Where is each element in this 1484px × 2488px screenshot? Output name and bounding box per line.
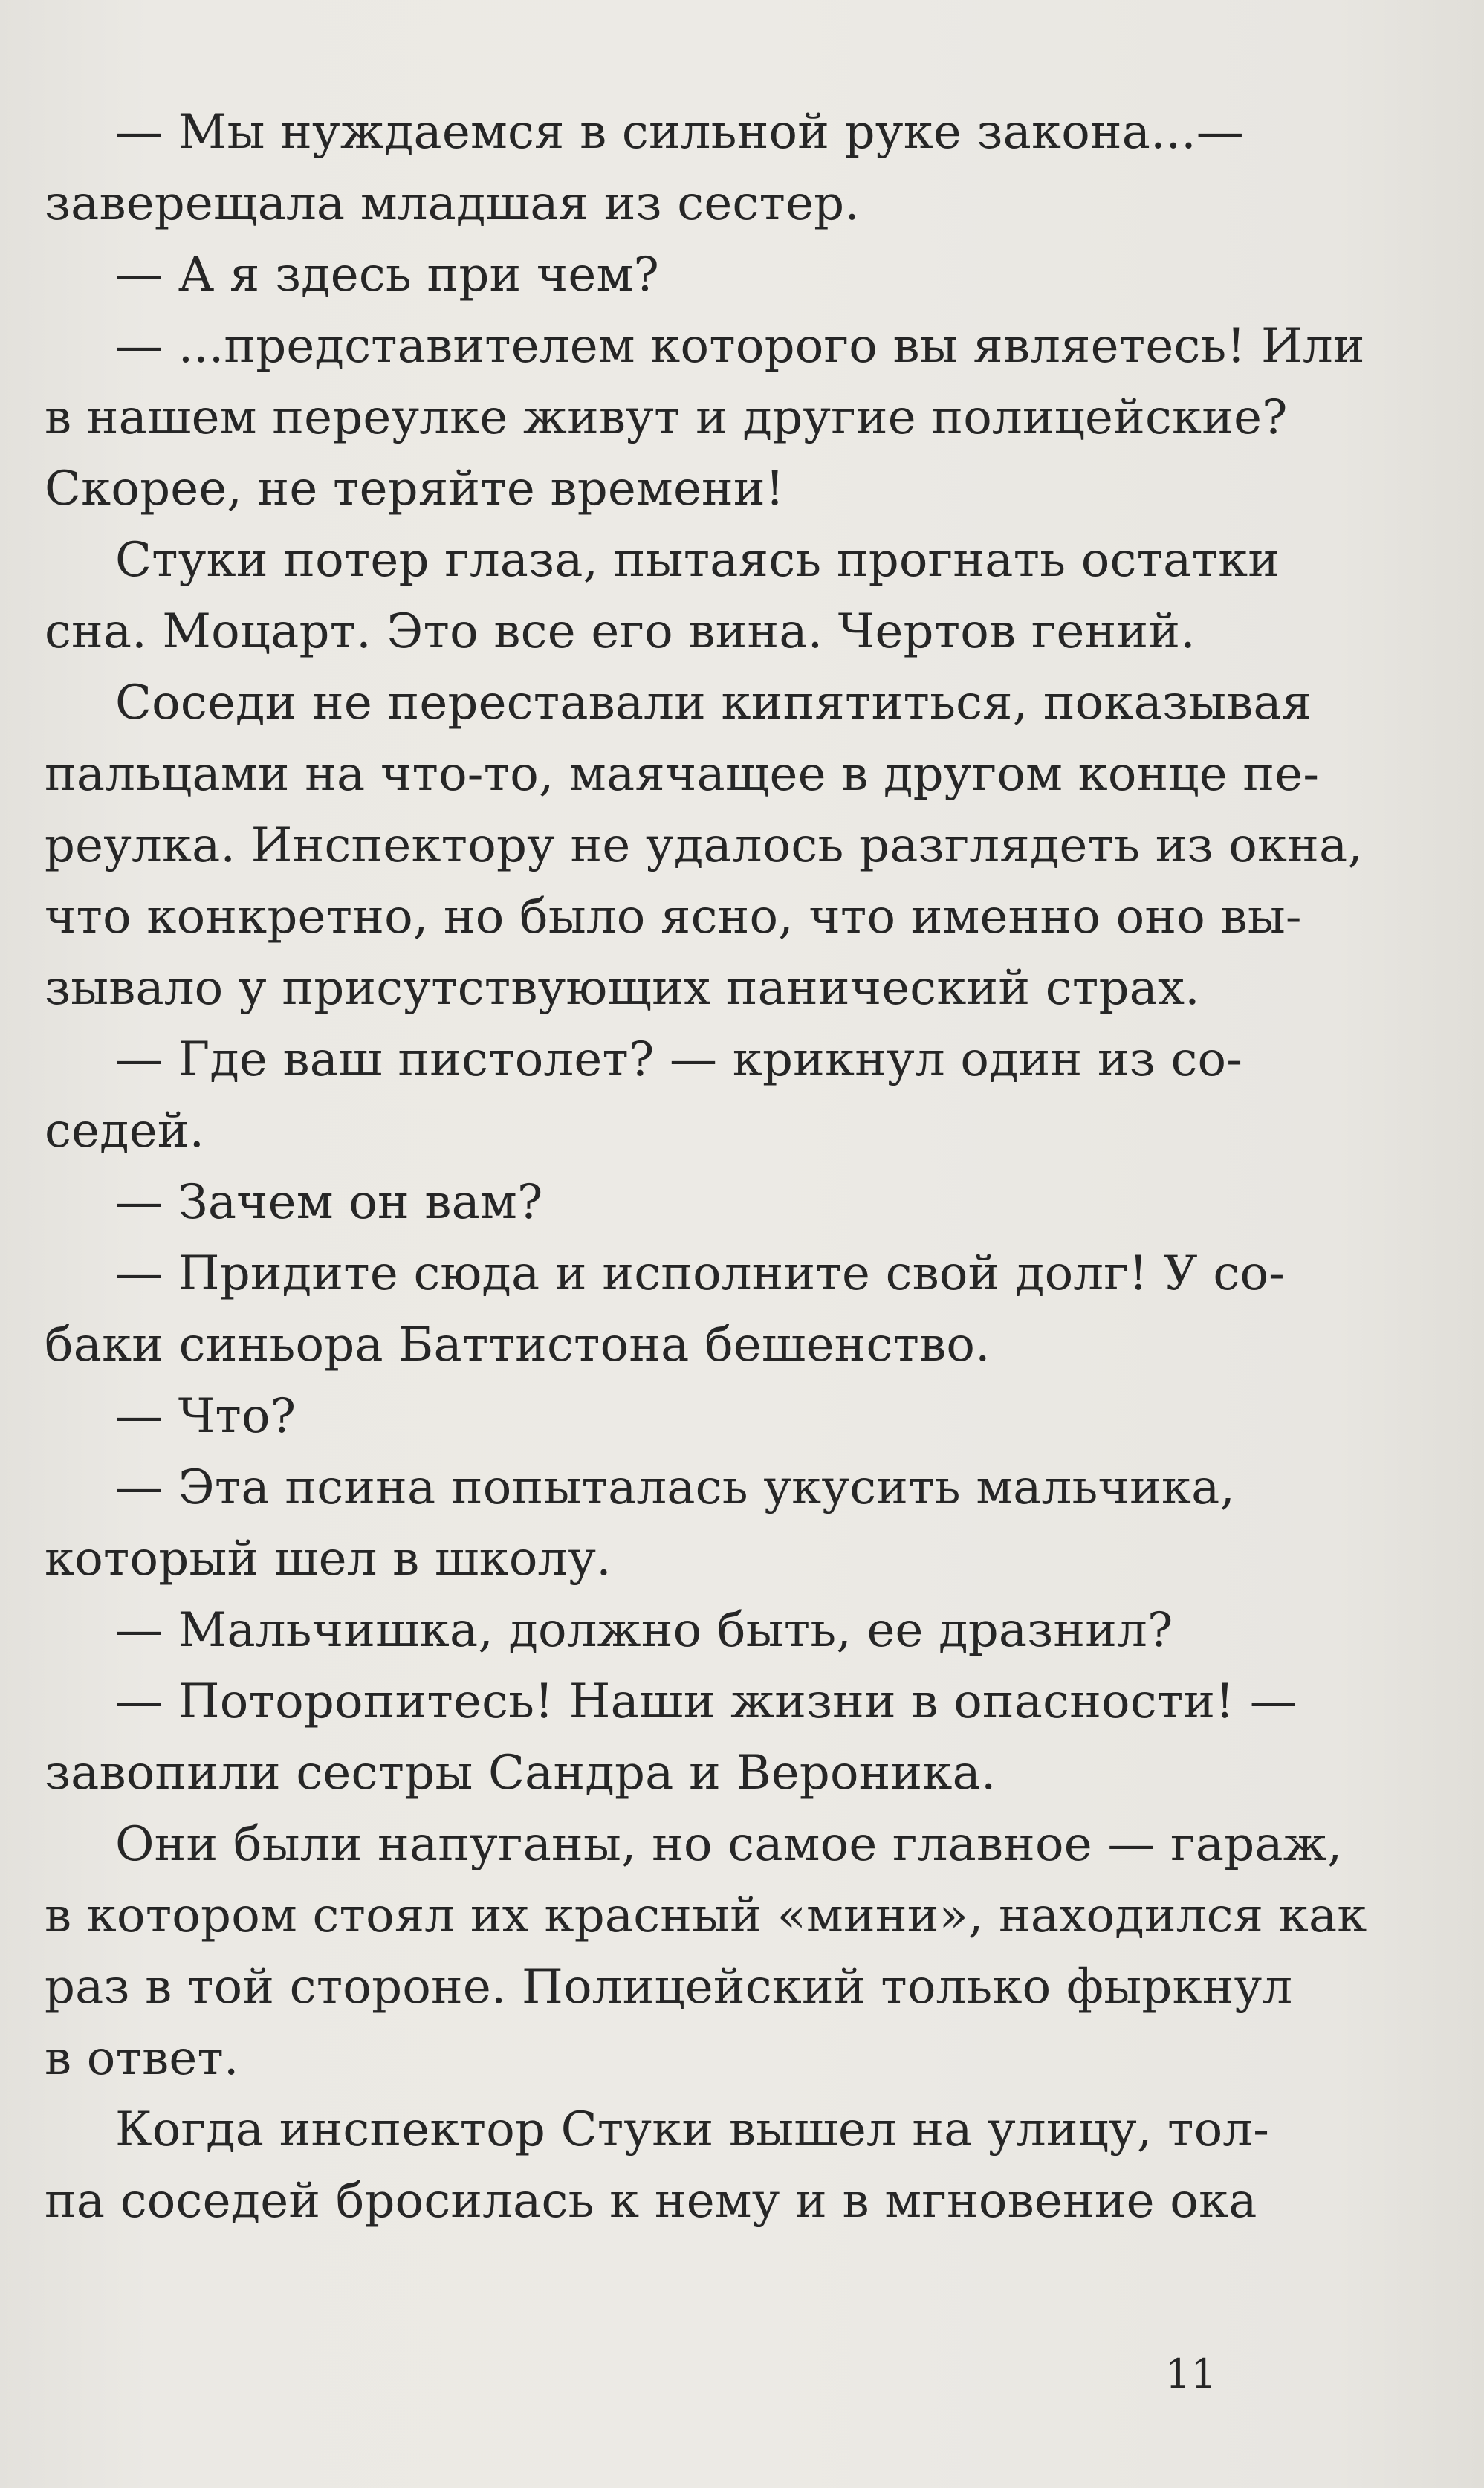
text-line: раз в той стороне. Полицейский только фыркнул	[45, 1960, 1293, 2015]
text-line: — А я здесь при чем?	[115, 247, 659, 302]
text-line: — Зачем он вам?	[115, 1175, 543, 1230]
text-line: — Мы нуждаемся в сильной руке закона...—	[115, 105, 1244, 160]
text-line: зывало у присутствующих панический страх.	[45, 961, 1200, 1016]
text-line: — Придите сюда и исполните свой долг! У со-	[115, 1246, 1286, 1301]
text-line: Когда инспектор Стуки вышел на улицу, тол-	[115, 2102, 1270, 2157]
text-line: Скорее, не теряйте времени!	[45, 461, 785, 516]
text-line: сна. Моцарт. Это все его вина. Чертов гений.	[45, 604, 1196, 659]
text-line: реулка. Инспектору не удалось разглядеть из окна,	[45, 818, 1363, 873]
text-line: — Эта псина попыталась укусить мальчика,	[115, 1460, 1236, 1515]
text-line: — ...представителем которого вы являетесь! Или	[115, 319, 1365, 374]
text-line: что конкретно, но было ясно, что именно оно вы-	[45, 890, 1302, 945]
text-line: пальцами на что-то, маячащее в другом конце пе-	[45, 747, 1320, 802]
text-line: в котором стоял их красный «мини», находился как	[45, 1888, 1367, 1943]
text-line: — Где ваш пистолет? — крикнул один из со-	[115, 1032, 1243, 1087]
text-line: Они были напуганы, но самое главное — гараж,	[115, 1817, 1343, 1872]
text-line: — Поторопитесь! Наши жизни в опасности! —	[115, 1674, 1297, 1729]
text-line: — Что?	[115, 1389, 297, 1444]
text-line: который шел в школу.	[45, 1532, 612, 1587]
text-line: Соседи не переставали кипятиться, показывая	[115, 676, 1312, 730]
page-number: 11	[1165, 2351, 1216, 2397]
text-line: заверещала младшая из сестер.	[45, 176, 860, 231]
text-line: в нашем переулке живут и другие полицейские?	[45, 390, 1288, 445]
text-line: — Мальчишка, должно быть, ее дразнил?	[115, 1603, 1173, 1658]
page-text	[45, 97, 1367, 2237]
text-line: баки синьора Баттистона бешенство.	[45, 1318, 991, 1373]
text-line: Стуки потер глаза, пытаясь прогнать остатки	[115, 533, 1280, 588]
text-line: па соседей бросилась к нему и в мгновение ока	[45, 2174, 1257, 2229]
text-line: в ответ.	[45, 2031, 239, 2086]
text-line: завопили сестры Сандра и Вероника.	[45, 1746, 997, 1801]
text-line: седей.	[45, 1104, 205, 1159]
